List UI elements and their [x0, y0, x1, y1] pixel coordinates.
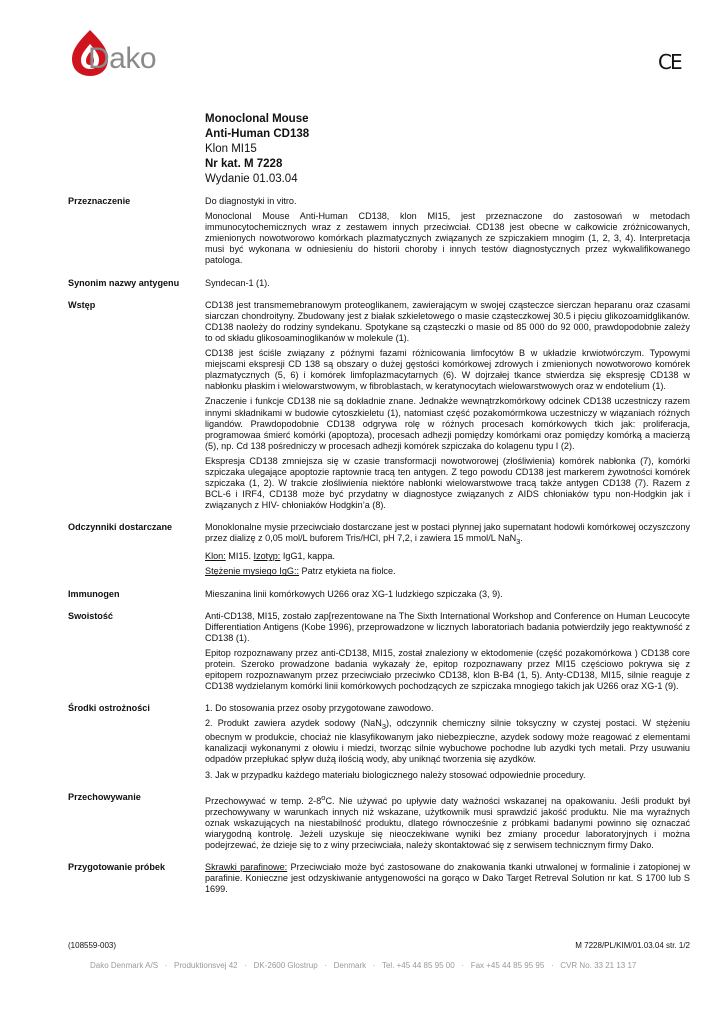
section-przeznaczenie — [68, 196, 690, 267]
product-title — [205, 112, 309, 187]
section-label: Przechowywanie — [68, 791, 141, 802]
paragraph: Skrawki parafinowe: Przeciwciało może być zastosowane do znakowania tkanki utrwalonej w formalinie i zatopionej w parafinie. Konieczne jest odzyskiwanie antygenowości na gorąco w Dako Target Retreval Solution nr kat. S 1700 lub S 1699. — [205, 862, 690, 895]
paragraph: 3. Jak w przypadku każdego materiału biologicznego należy stosować odpowiednie procedury. — [205, 769, 586, 780]
paragraph: Klon: MI15. Izotyp: IgG1, kappa. — [205, 551, 335, 562]
section-przygotowanie-probek — [68, 862, 690, 895]
section-label: Przygotowanie próbek — [68, 862, 166, 873]
footer-document-code: (108559-003) — [68, 941, 117, 950]
section-label: Synonim nazwy antygenu — [68, 277, 180, 288]
ce-mark: CE — [658, 50, 681, 74]
brand-name: Dako — [88, 42, 157, 75]
section-srodki-ostroznosci — [68, 703, 690, 780]
section-wstep — [68, 300, 690, 512]
klon-label: Klon: — [205, 551, 226, 562]
stezenie-label: Stężenie mysiego IgG:: — [205, 566, 300, 577]
title-catalog-number: Nr kat. M 7228 — [205, 158, 283, 170]
paragraph: Znaczenie i funkcje CD138 nie są dokładnie znane. Jednakże wewnątrzkomórkowy odcinek CD138 uczestniczy razem innymi składnikami w budowie cytoszkieletu (1), natomiast część pozakomórmkowa uczestniczy w wiązaniach różnych ligandów. Prawdopodobnie CD138 odgrywa rolę w różnych procesach komórkowych tkich jak: proliferacja, programowaa śmierć komórki (apoptoza), procesach adhezji pomiędzy komórkami oraz pomiędzy komórką a macierzą (5), np. Cd 138 pośredniczy w procesach adhezji komórek szpiczaka do kolagenu typu I (2). — [205, 396, 690, 451]
section-label: Środki ostrożności — [68, 703, 150, 714]
izotyp-label: Izotyp: — [253, 551, 281, 562]
paragraph: 2. Produkt zawiera azydek sodowy (NaN$_3$), odczynnik chemiczny silnie toksyczny w czystej postaci. W stężeniu obecnym w produkcie, chociaż nie klasyfikowanym jako niebezpieczne, azydek sodowy może reagować z elementami kanalizacji wykonanymi z ołowiu i miedzi, tworząc silnie wybuchowe pochodne lub azydki tych metali. Przy usuwaniu odpadów przepłukać spływ dużą ilością wody, aby uniknąć tworzenia się azydków. — [205, 718, 690, 765]
paragraph: Stężenie mysiego IgG:: Patrz etykieta na fiolce. — [205, 566, 396, 577]
section-swoistosc — [68, 611, 690, 693]
paragraph: Monoklonalne mysie przeciwciało dostarczane jest w postaci płynnej jako supernatant hodowli komórkowej oczyszczony przez dializę z 0,05 mol/L buforem Tris/HCl, pH 7,2, i zawiera 15 mmol/L NaN$_3$. — [205, 522, 690, 547]
title-clone: Klon MI15 — [205, 143, 257, 155]
paragraph: CD138 jest ściśle związany z późnymi fazami różnicowania limfocytów B w układzie krwiotwórczym. Typowymi miejscami ekspresji CD 138 są obszary o dużej gęstości komórkowej zdrowych i zmienionych nowotworowo komórek plazmatycznych (5, 6) i komórek limfoplazmacytarnych (6). W dojrzałej tkance stwierdza się ekspresję CD138 w nabłonku płaskim i wielowarstwowym, w fibroblastach, w keratynocytach wielowarstwowych oraz w endotelium (1). — [205, 348, 690, 392]
section-label: Odczynniki dostarczane — [68, 522, 173, 533]
paragraph: Do diagnostyki in vitro. — [205, 196, 297, 206]
paragraph: Anti-CD138, MI15, zostało zap[rezentowane na The Sixth International Workshop and Conference on Human Leucocyte Differentiation Antigens (Kobe 1996), przeprowadzone w licznych laboratoriach badania potwierdziły jego reaktywność z CD138 (1). — [205, 610, 690, 643]
title-edition: Wydanie 01.03.04 — [205, 173, 298, 185]
title-line-1: Monoclonal Mouse — [205, 113, 309, 125]
section-label: Immunogen — [68, 588, 120, 599]
footer-page-reference: M 7228/PL/KIM/01.03.04 str. 1/2 — [575, 941, 690, 950]
paragraph: Epitop rozpoznawany przez anti-CD138, MI15, został znaleziony w ektodomenie (część pozakomórkowa ) CD138 core protein. Szeroko prowadzone badania wykazały że, epitop rozpoznawany przez MI15 częściowo pokrywa się z epitopem rozpoznawanym przez przeciwciało przeciwko CD138, klon B-B4 (1, 5). Anty-CD138, MI15, silnie reaguje z CD138 wydzielanym komórki linii komórkowych pochodzących ze szpiczaka mnogiego takich jak U266 oraz XG-1 (9). — [205, 647, 690, 692]
paragraph: Przechowywać w temp. 2-8$^o$C. Nie używać po upływie daty ważności wskazanej na opakowaniu. Jeśli produkt był przechowywany w warunkach innych niż wskazane, użytkownik musi sprawdzić jakość produktu. Nie ma wyraźnych oznak wskazujących na niestabilność produktu, dlatego równocześnie z próbkami badanymi powinno się oznaczać wiarygodną kontrolę. Jeżeli uzyskuje się nieoczekiwane wyniki bez zmiany procedur laboratoryjnych i można podejrzewać, że dzieje się to z winy przeciwciała, należy skontaktować się z serwisem technicznym firmy Dako. — [205, 792, 690, 851]
title-line-2: Anti-Human CD138 — [205, 128, 310, 140]
section-synonim — [68, 278, 690, 289]
paragraph: Mieszanina linii komórkowych U266 oraz XG-1 ludzkiego szpiczaka (3, 9). — [205, 588, 503, 599]
paragraph: Syndecan-1 (1). — [205, 277, 270, 288]
section-label: Wstęp — [68, 299, 96, 310]
section-label: Przeznaczenie — [68, 196, 131, 206]
section-label: Swoistość — [68, 610, 113, 621]
section-immunogen — [68, 589, 690, 600]
paragraph: 1. Do stosowania przez osoby przygotowane zawodowo. — [205, 703, 434, 714]
company-address: Dako Denmark A/S · Produktionsvej 42 · DK-2600 Glostrup · Denmark · Tel. +45 44 85 95 00 · Fax +45 44 85 95 95 · CVR No. 33 21 13 17 — [90, 961, 637, 970]
document-body — [68, 196, 690, 906]
paragraph: CD138 jest transmemebranowym proteoglikanem, zawierającym w swojej cząsteczce sierczan heparanu oraz czasami siarczan chondroityny. Zbudowany jest z białak szkieletowego o masie cząsteczkowej 30.5 i pięciu glikozoamidglikanów. CD138 naoleży do rodziny syndekanu. Spotykane są cząsteczki o masie od 85 000 do 92 000, prawdopodobnie zależy to od składu glikosoaminoglikanów w molekule (1). — [205, 299, 690, 343]
paragraph: Monoclonal Mouse Anti-Human CD138, klon MI15, jest przeznaczone do zastosowań w metodach immunocytochemicznych wraz z zestawem innych przeciwciał. CD138 jest obecne w całkowicie zróżnicowanych, zmienionych nowotworowo komórkach plazmatycznych związanych ze szpiczakiem mnogim (1, 2, 3, 4). Interpretacja musi być wykonana w odniesieniu do historii choroby i innych testów diagnostycznych przez wykwalifikowanego patologa. — [205, 211, 690, 266]
section-odczynniki — [68, 522, 690, 577]
paragraph: Ekspresja CD138 zmniejsza się w czasie transformacji nowotworowej (złośliwienia) komórek nabłonka (7), komórki szpiczaka ulegające apoptozie raptownie tracą ten antygen. Z tego powodu CD138 jest markerem żywotności komórek szpiczaka (1, 2). W trakcie złośliwienia niektóre nabłonki wielowarstwowe tracą także antygen CD138 (7). Razem z BCL-6 i IRF4, CD138 może być przydatny w diagnostyce związanych z AIDS chłoniaków typu non-Hodgkin jak i związanych z HIV- chłoniaków Hodgkin’a (8). — [205, 455, 690, 511]
section-przechowywanie — [68, 792, 690, 852]
